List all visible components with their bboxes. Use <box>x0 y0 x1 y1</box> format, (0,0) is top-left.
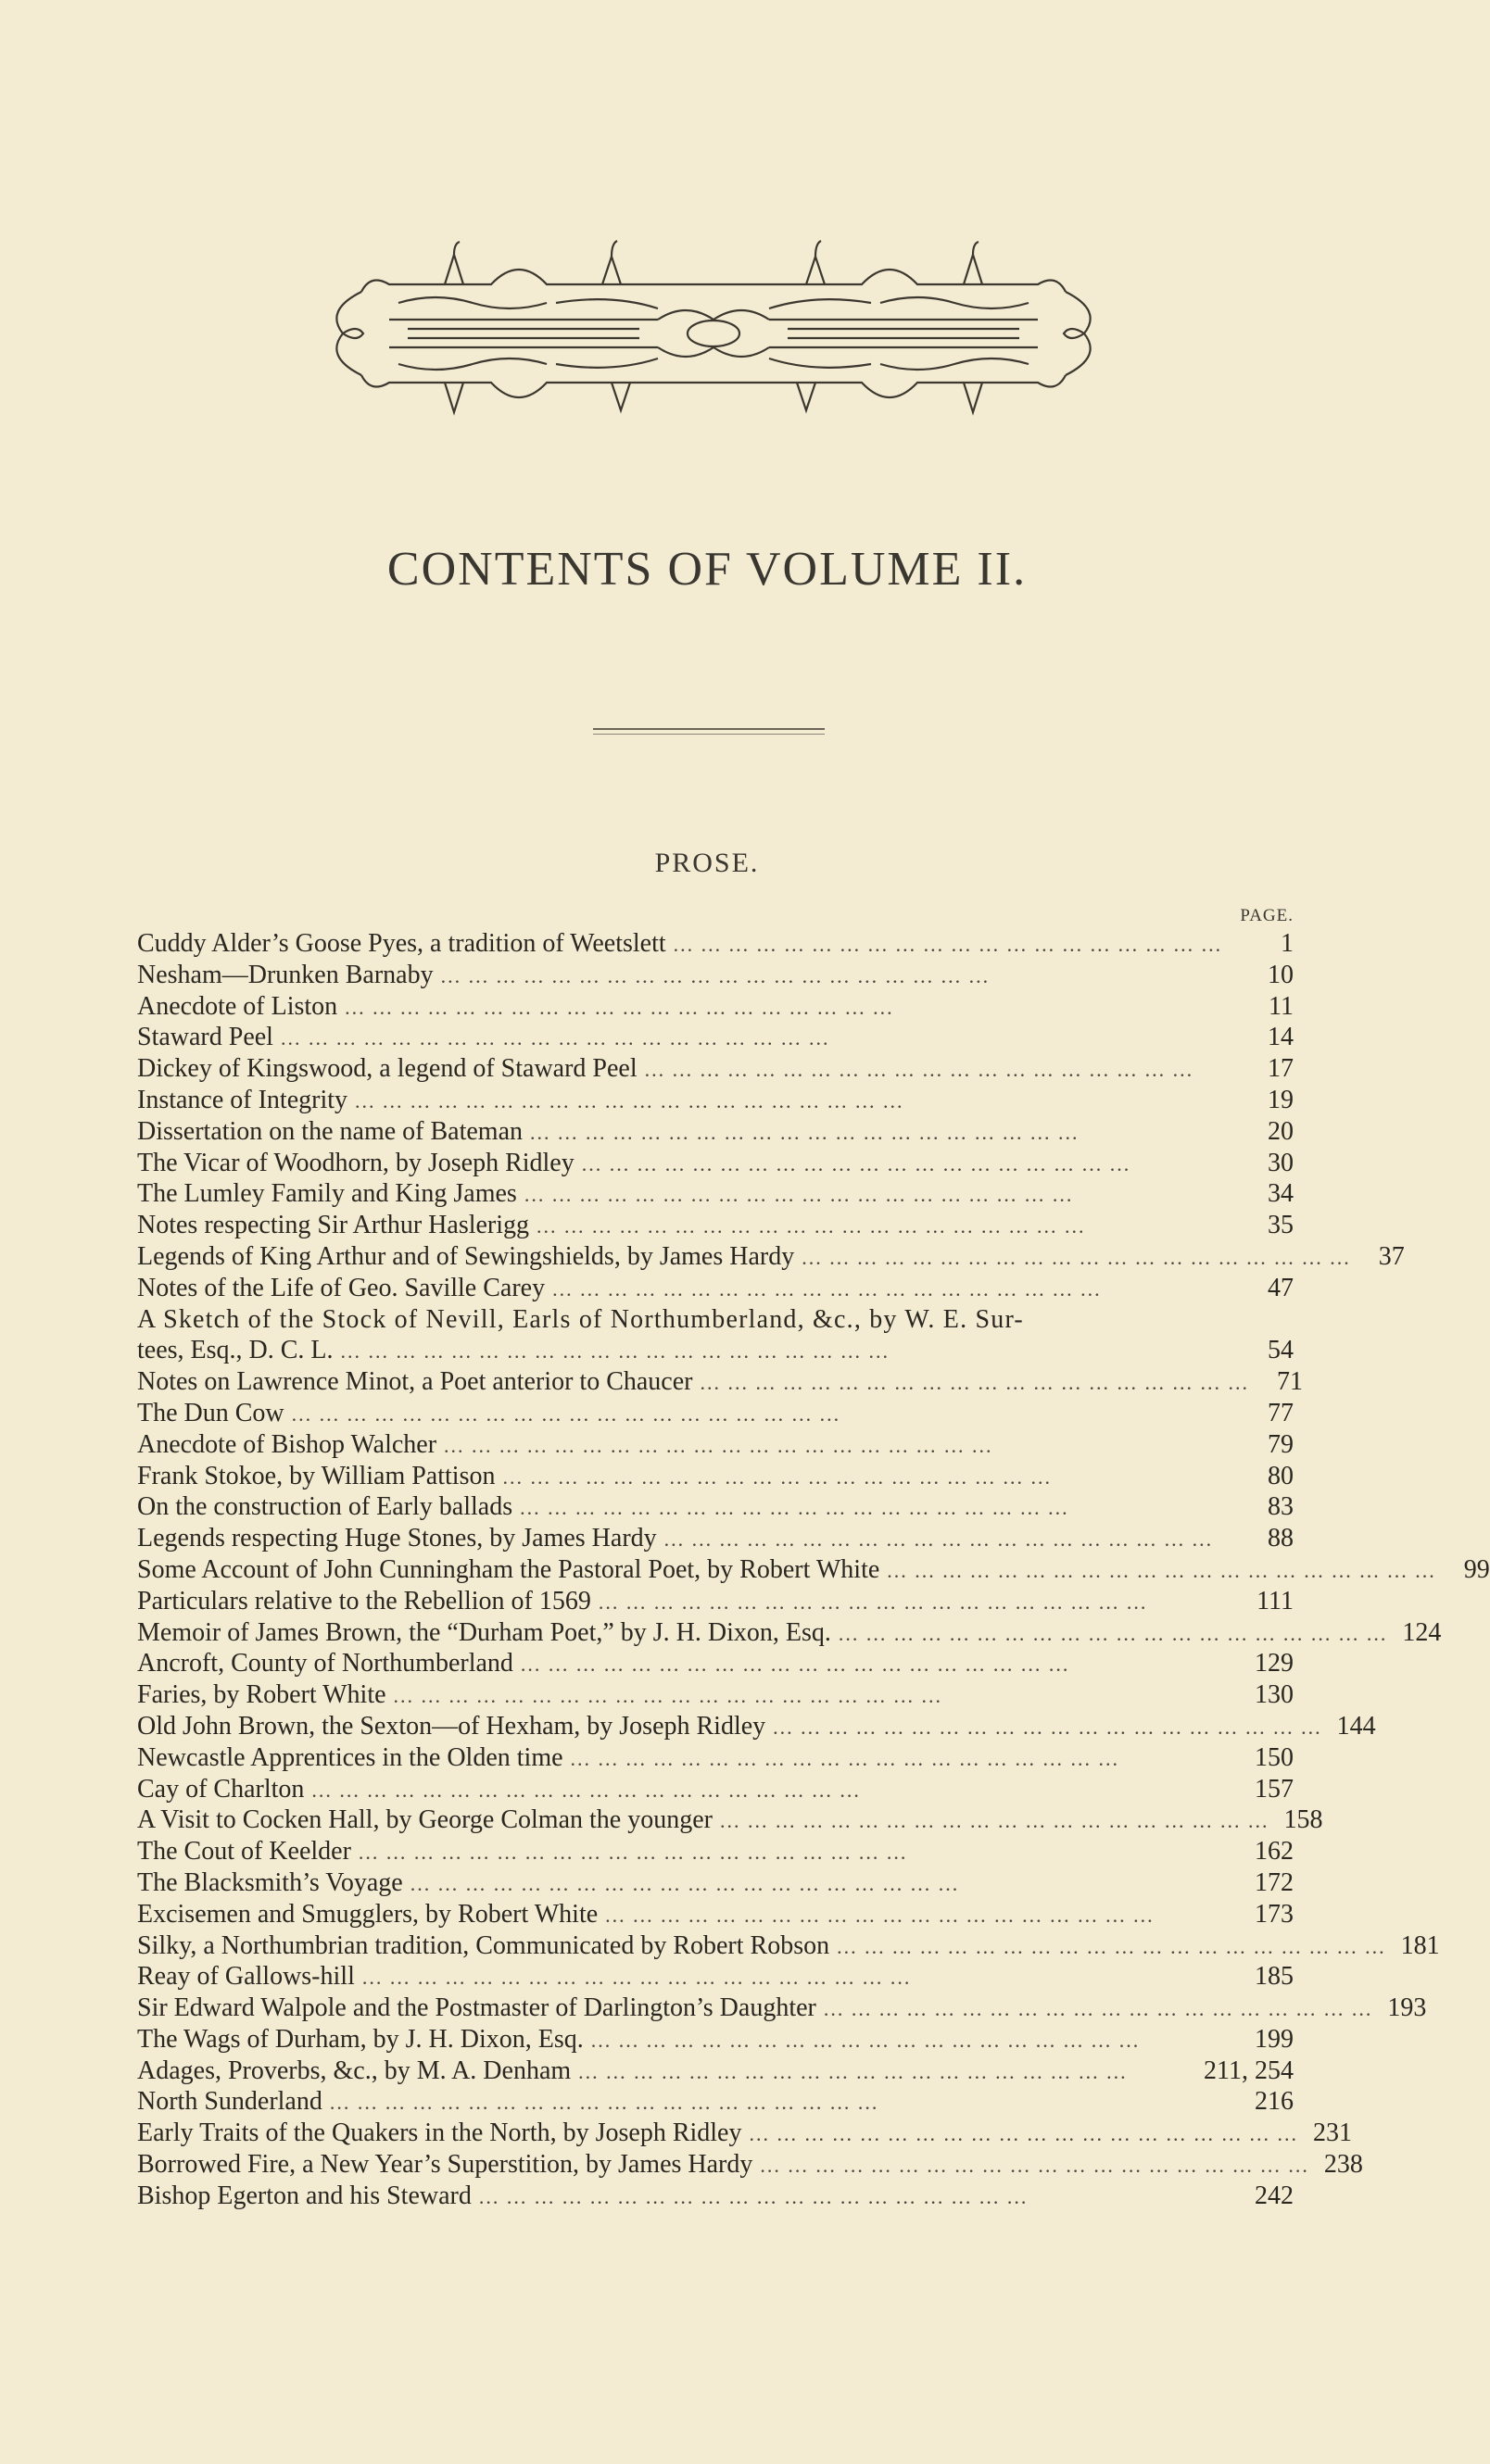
entry-page-number: 158 <box>1283 1805 1323 1835</box>
entry-title: Dissertation on the name of Bateman <box>137 1116 523 1146</box>
entry-title: Particulars relative to the Rebellion of 1569 <box>137 1586 591 1615</box>
entry-page-number: 54 <box>1268 1336 1294 1365</box>
entry-page-number: 88 <box>1268 1524 1294 1553</box>
entry-title: Adages, Proverbs, &c., by M. A. Denham <box>137 2055 572 2085</box>
list-item <box>137 1711 1376 1742</box>
entry-page-number: 11 <box>1269 991 1294 1021</box>
entry-title: The Dun Cow <box>137 1398 284 1427</box>
entry-title: Some Account of John Cunningham the Pastoral Poet, by Robert White <box>137 1554 880 1584</box>
list-item <box>137 1366 1303 1398</box>
list-item <box>137 1648 1294 1679</box>
dot-leader: ... ... ... ... ... ... ... ... ... ... ... ... ... ... ... ... ... ... ... ... <box>837 1934 1386 1958</box>
list-item <box>137 1586 1294 1617</box>
entry-page-number: 129 <box>1255 1649 1294 1678</box>
entry-page-number: 34 <box>1268 1179 1294 1209</box>
dot-leader: ... ... ... ... ... ... ... ... ... ... ... ... ... ... ... ... ... ... ... ... <box>887 1558 1436 1582</box>
entry-title: tees, Esq., D. C. L. <box>137 1336 334 1365</box>
entry-page-number: 181 <box>1400 1930 1440 1960</box>
dot-leader: ... ... ... ... ... ... ... ... ... ... ... ... ... ... ... ... ... ... ... ... <box>329 2091 879 2115</box>
dot-leader: ... ... ... ... ... ... ... ... ... ... ... ... ... ... ... ... ... ... ... ... <box>823 1997 1373 2021</box>
entry-title: Notes respecting Sir Arthur Haslerigg <box>137 1211 530 1240</box>
dot-leader: ... ... ... ... ... ... ... ... ... ... ... ... ... ... ... ... ... ... ... ... <box>311 1778 861 1802</box>
entry-title: Frank Stokoe, by William Pattison <box>137 1461 496 1490</box>
entry-page-number: 80 <box>1268 1461 1294 1490</box>
dot-leader: ... ... ... ... ... ... ... ... ... ... ... ... ... ... ... ... ... ... ... ... <box>478 2184 1029 2208</box>
dot-leader: ... ... ... ... ... ... ... ... ... ... ... ... ... ... ... ... ... ... ... ... <box>520 1496 1069 1520</box>
dot-leader: ... ... ... ... ... ... ... ... ... ... ... ... ... ... ... ... ... ... ... ... <box>581 1151 1131 1175</box>
page-column-heading: PAGE. <box>1240 906 1294 925</box>
entry-page-number: 35 <box>1268 1211 1294 1240</box>
dot-leader: ... ... ... ... ... ... ... ... ... ... ... ... ... ... ... ... ... ... ... ... <box>393 1684 943 1708</box>
dot-leader: ... ... ... ... ... ... ... ... ... ... ... ... ... ... ... ... ... ... ... ... <box>838 1621 1388 1645</box>
entry-title: The Vicar of Woodhorn, by Joseph Ridley <box>137 1148 575 1177</box>
list-item <box>137 1804 1323 1836</box>
entry-title: Nesham—Drunken Barnaby <box>137 960 434 989</box>
entry-page-number: 71 <box>1276 1367 1303 1397</box>
list-item <box>137 2118 1352 2149</box>
dot-leader: ... ... ... ... ... ... ... ... ... ... ... ... ... ... ... ... ... ... ... ... <box>345 995 894 1019</box>
dot-leader: ... ... ... ... ... ... ... ... ... ... ... ... ... ... ... ... ... ... ... ... <box>644 1058 1194 1082</box>
entry-title: Reay of Gallows-hill <box>137 1962 355 1992</box>
entry-page-number: 1 <box>1281 929 1294 958</box>
entry-page-number: 124 <box>1402 1617 1442 1647</box>
list-item <box>137 1961 1294 1993</box>
list-item <box>137 1178 1294 1210</box>
dot-leader: ... ... ... ... ... ... ... ... ... ... ... ... ... ... ... ... ... ... ... ... <box>520 1653 1070 1677</box>
entry-title: The Blacksmith’s Voyage <box>137 1867 403 1897</box>
entry-title: Cuddy Alder’s Goose Pyes, a tradition of Weetslett <box>137 929 666 958</box>
entry-title: Borrowed Fire, a New Year’s Superstition, by James Hardy <box>137 2150 753 2180</box>
list-item <box>137 1241 1405 1273</box>
entry-page-number: 130 <box>1255 1680 1294 1710</box>
list-item <box>137 1993 1427 2024</box>
entry-page-number: 19 <box>1268 1085 1294 1114</box>
entry-page-number: 47 <box>1268 1273 1294 1302</box>
list-item <box>137 1148 1294 1179</box>
entry-page-number: 144 <box>1336 1711 1376 1741</box>
entry-page-number: 162 <box>1255 1837 1294 1867</box>
dot-leader: ... ... ... ... ... ... ... ... ... ... ... ... ... ... ... ... ... ... ... ... <box>760 2154 1309 2178</box>
entry-title: Legends respecting Huge Stones, by James Hardy <box>137 1524 657 1553</box>
list-item <box>137 1210 1294 1241</box>
dot-leader: ... ... ... ... ... ... ... ... ... ... ... ... ... ... ... ... ... ... ... ... <box>291 1402 841 1426</box>
list-item <box>137 1273 1294 1304</box>
list-item <box>137 1461 1294 1492</box>
entry-title: Silky, a Northumbrian tradition, Communicated by Robert Robson <box>137 1930 830 1960</box>
entry-title: Ancroft, County of Northumberland <box>137 1649 513 1678</box>
entry-title: The Lumley Family and King James <box>137 1179 517 1209</box>
entry-page-number: 172 <box>1255 1867 1294 1897</box>
entry-page-number: 111 <box>1256 1586 1294 1615</box>
dot-leader: ... ... ... ... ... ... ... ... ... ... ... ... ... ... ... ... ... ... ... ... <box>719 1809 1269 1833</box>
list-item <box>137 1867 1294 1899</box>
dot-leader: ... ... ... ... ... ... ... ... ... ... ... ... ... ... ... ... ... ... ... ... <box>537 1214 1086 1238</box>
list-item <box>137 2181 1294 2212</box>
entry-page-number: 20 <box>1268 1116 1294 1146</box>
entry-page-number: 14 <box>1268 1023 1294 1052</box>
dot-leader: ... ... ... ... ... ... ... ... ... ... ... ... ... ... ... ... ... ... ... ... <box>598 1590 1148 1614</box>
entry-title: A Visit to Cocken Hall, by George Colman the younger <box>137 1805 713 1835</box>
list-item <box>137 960 1294 991</box>
entry-page-number: 173 <box>1255 1899 1294 1929</box>
page-title: CONTENTS OF VOLUME II. <box>386 543 1028 596</box>
dot-leader: ... ... ... ... ... ... ... ... ... ... ... ... ... ... ... ... ... ... ... ... <box>570 1746 1120 1770</box>
list-item <box>137 928 1294 960</box>
entry-title: Dickey of Kingswood, a legend of Staward Peel <box>137 1054 638 1084</box>
list-item <box>137 1836 1294 1867</box>
entry-title: Staward Peel <box>137 1023 273 1052</box>
dot-leader: ... ... ... ... ... ... ... ... ... ... ... ... ... ... ... ... ... ... ... ... <box>749 2122 1298 2146</box>
dot-leader: ... ... ... ... ... ... ... ... ... ... ... ... ... ... ... ... ... ... ... ... <box>605 1903 1155 1927</box>
list-item <box>137 1679 1294 1711</box>
dot-leader: ... ... ... ... ... ... ... ... ... ... ... ... ... ... ... ... ... ... ... ... <box>802 1245 1351 1269</box>
list-item <box>137 1930 1440 1962</box>
entry-title: Excisemen and Smugglers, by Robert White <box>137 1899 599 1929</box>
entry-title: Early Traits of the Quakers in the North, by Joseph Ridley <box>137 2118 742 2148</box>
dot-leader: ... ... ... ... ... ... ... ... ... ... ... ... ... ... ... ... ... ... ... ... <box>410 1871 960 1895</box>
entry-page-number: 211, 254 <box>1204 2055 1294 2085</box>
dot-leader: ... ... ... ... ... ... ... ... ... ... ... ... ... ... ... ... ... ... ... ... <box>590 2028 1141 2052</box>
list-item <box>137 2086 1294 2118</box>
dot-leader: ... ... ... ... ... ... ... ... ... ... ... ... ... ... ... ... ... ... ... ... <box>530 1120 1080 1144</box>
entry-title: North Sunderland <box>137 2087 322 2117</box>
entry-page-number: 79 <box>1268 1429 1294 1459</box>
entry-title: Anecdote of Liston <box>137 991 338 1021</box>
entry-page-number: 83 <box>1268 1492 1294 1522</box>
entry-title: Newcastle Apprentices in the Olden time <box>137 1742 563 1772</box>
dot-leader: ... ... ... ... ... ... ... ... ... ... ... ... ... ... ... ... ... ... ... ... <box>340 1339 890 1364</box>
entry-page-number: 37 <box>1378 1241 1405 1271</box>
entry-title: Faries, by Robert White <box>137 1680 386 1710</box>
dot-leader: ... ... ... ... ... ... ... ... ... ... ... ... ... ... ... ... ... ... ... ... <box>444 1433 993 1457</box>
list-item <box>137 1398 1294 1429</box>
list-item <box>137 1116 1294 1148</box>
list-item <box>137 1335 1294 1366</box>
dot-leader: ... ... ... ... ... ... ... ... ... ... ... ... ... ... ... ... ... ... ... ... <box>578 2059 1128 2083</box>
dot-leader: ... ... ... ... ... ... ... ... ... ... ... ... ... ... ... ... ... ... ... ... <box>440 963 991 987</box>
entry-page-number: 10 <box>1268 960 1294 989</box>
entry-page-number: 242 <box>1255 2181 1294 2210</box>
entry-page-number: 17 <box>1268 1054 1294 1084</box>
dot-leader: ... ... ... ... ... ... ... ... ... ... ... ... ... ... ... ... ... ... ... ... <box>663 1527 1214 1552</box>
list-item <box>137 1774 1294 1805</box>
dot-leader: ... ... ... ... ... ... ... ... ... ... ... ... ... ... ... ... ... ... ... ... <box>358 1841 908 1865</box>
dot-leader: ... ... ... ... ... ... ... ... ... ... ... ... ... ... ... ... ... ... ... ... <box>524 1183 1074 1207</box>
list-item <box>137 1053 1294 1085</box>
entry-page-number: 199 <box>1255 2024 1294 2054</box>
entry-title: The Wags of Durham, by J. H. Dixon, Esq. <box>137 2024 584 2054</box>
entry-title: On the construction of Early ballads <box>137 1492 513 1522</box>
entry-title: Anecdote of Bishop Walcher <box>137 1429 437 1459</box>
entry-title: Sir Edward Walpole and the Postmaster of Darlington’s Daughter <box>137 1993 816 2023</box>
list-item <box>137 1742 1294 1774</box>
list-item <box>137 1899 1294 1930</box>
entry-title: Old John Brown, the Sexton—of Hexham, by Joseph Ridley <box>137 1711 766 1741</box>
list-item <box>137 1617 1442 1649</box>
list-item <box>137 991 1294 1023</box>
table-of-contents <box>137 928 1490 2212</box>
entry-page-number: 231 <box>1312 2118 1352 2148</box>
list-item <box>137 1085 1294 1116</box>
list-item <box>137 1523 1294 1554</box>
dot-leader: ... ... ... ... ... ... ... ... ... ... ... ... ... ... ... ... ... ... ... ... <box>773 1715 1322 1739</box>
entry-page-number: 30 <box>1268 1148 1294 1177</box>
list-item <box>137 2149 1363 2181</box>
entry-title: Notes on Lawrence Minot, a Poet anterior to Chaucer <box>137 1367 693 1397</box>
list-item <box>137 1491 1294 1523</box>
dot-leader: ... ... ... ... ... ... ... ... ... ... ... ... ... ... ... ... ... ... ... ... <box>361 1966 912 1990</box>
entry-page-number: 77 <box>1268 1398 1294 1427</box>
entry-title: Notes of the Life of Geo. Saville Carey <box>137 1273 546 1302</box>
entry-title: Cay of Charlton <box>137 1774 305 1804</box>
dot-leader: ... ... ... ... ... ... ... ... ... ... ... ... ... ... ... ... ... ... ... ... <box>700 1371 1249 1395</box>
title-divider-thin <box>593 734 825 735</box>
entry-title: A Sketch of the Stock of Nevill, Earls of Northumberland, &c., by W. E. Sur- <box>137 1304 1024 1334</box>
list-item <box>137 1429 1294 1461</box>
list-item <box>137 1304 1294 1336</box>
entry-page-number: 238 <box>1323 2150 1363 2180</box>
entry-title: Bishop Egerton and his Steward <box>137 2181 472 2210</box>
entry-title: Instance of Integrity <box>137 1085 348 1114</box>
decorative-ornament-icon <box>306 236 1121 431</box>
dot-leader: ... ... ... ... ... ... ... ... ... ... ... ... ... ... ... ... ... ... ... ... <box>355 1088 904 1113</box>
entry-page-number: 150 <box>1255 1742 1294 1772</box>
entry-title: Memoir of James Brown, the “Durham Poet,” by J. H. Dixon, Esq. <box>137 1617 831 1647</box>
list-item <box>137 2024 1294 2055</box>
entry-page-number: 99 <box>1463 1554 1490 1584</box>
entry-title: The Cout of Keelder <box>137 1837 351 1867</box>
entry-page-number: 216 <box>1255 2087 1294 2117</box>
entry-page-number: 185 <box>1255 1962 1294 1992</box>
dot-leader: ... ... ... ... ... ... ... ... ... ... ... ... ... ... ... ... ... ... ... ... <box>502 1465 1052 1489</box>
dot-leader: ... ... ... ... ... ... ... ... ... ... ... ... ... ... ... ... ... ... ... ... <box>280 1026 830 1050</box>
title-divider <box>593 728 825 730</box>
list-item <box>137 1022 1294 1053</box>
dot-leader: ... ... ... ... ... ... ... ... ... ... ... ... ... ... ... ... ... ... ... ... <box>552 1276 1102 1301</box>
list-item <box>137 1554 1490 1586</box>
list-item <box>137 2055 1294 2087</box>
entry-title: Legends of King Arthur and of Sewingshields, by James Hardy <box>137 1241 795 1271</box>
dot-leader: ... ... ... ... ... ... ... ... ... ... ... ... ... ... ... ... ... ... ... ... <box>673 933 1223 956</box>
section-heading: PROSE. <box>654 848 760 878</box>
entry-page-number: 193 <box>1387 1993 1427 2023</box>
entry-page-number: 157 <box>1255 1774 1294 1804</box>
